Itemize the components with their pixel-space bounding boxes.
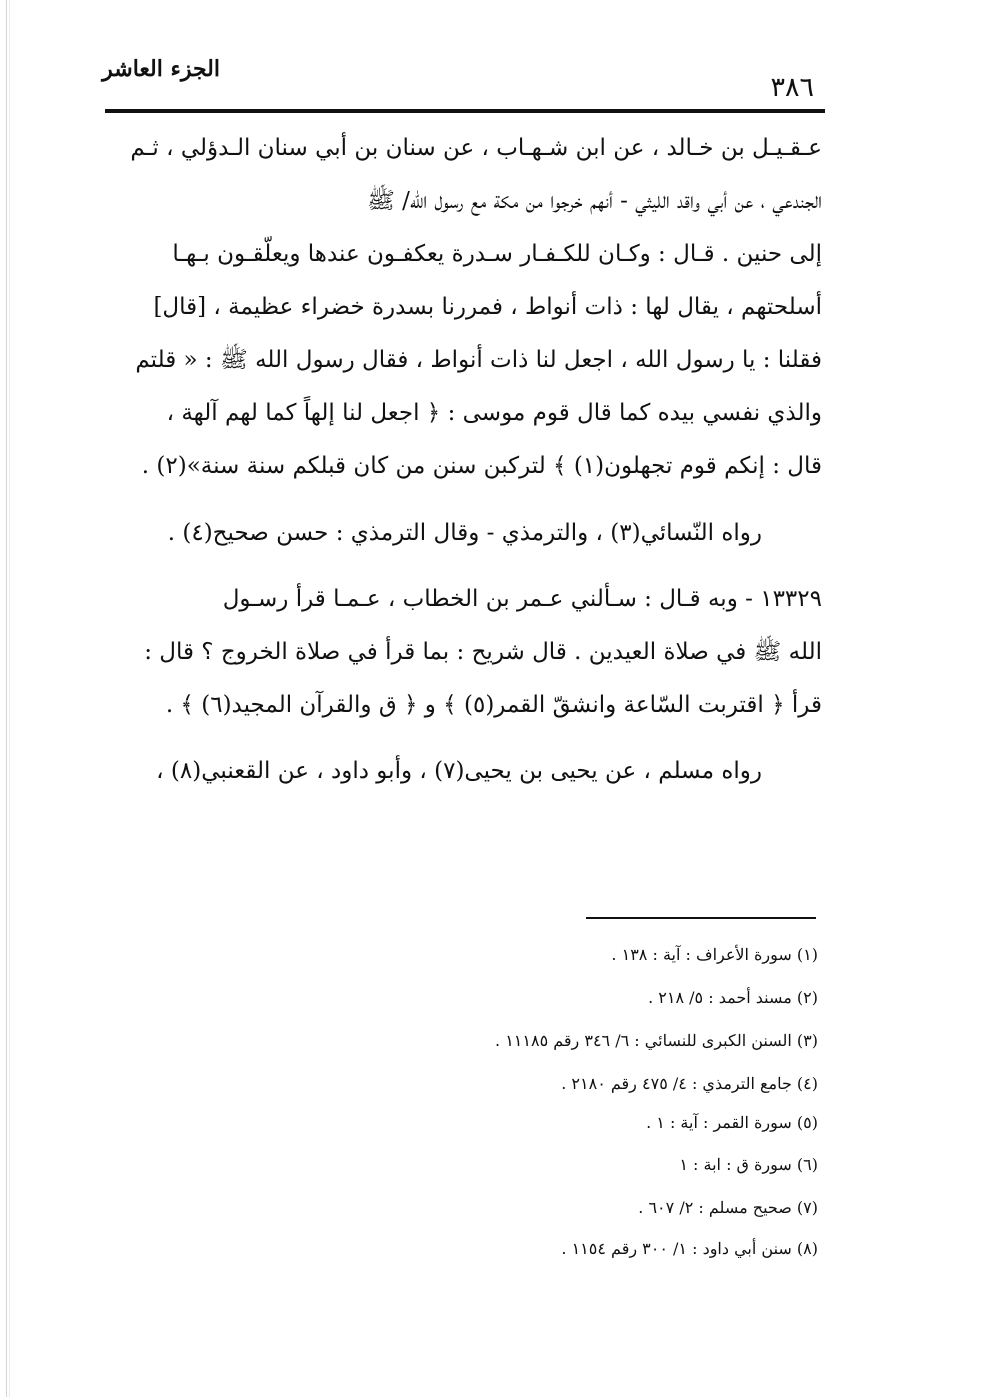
body-text-line: رواه مسلم ، عن يحيى بن يحيى(٧) ، وأبو داود ، عن القعنبي(٨) ، xyxy=(156,758,762,784)
footnote: (٨) سنن أبي داود : ١/ ٣٠٠ رقم ١١٥٤ . xyxy=(561,1239,818,1258)
body-text-line: أسلحتهم ، يقال لها : ذات أنواط ، فمررنا بسدرة خضراء عظيمة ، [قال] xyxy=(153,294,822,320)
body-text-line: قال : إنكم قوم تجهلون(١) ﴾ لتركبن سنن من كان قبلكم سنة سنة»(٢) . xyxy=(141,453,822,479)
footnote: (١) سورة الأعراف : آية : ١٣٨ . xyxy=(611,945,818,964)
body-text-line: فقلنا : يا رسول الله ، اجعل لنا ذات أنواط ، فقال رسول الله ﷺ : « قلتم xyxy=(135,347,822,373)
body-text-line: ١٣٣٢٩ - وبه قـال : سـألني عـمر بن الخطاب ، عـمـا قرأ رسـول xyxy=(222,586,822,612)
body-text-line: الجندعي ، عن أبي واقد الليثي - أنهم خرجوا من مكة مع رسول الله/ ﷺ xyxy=(367,188,822,214)
body-text-line: عـقـيـل بن خـالد ، عن ابن شـهـاب ، عن سنان بن أبي سنان الـدؤلي ، ثـم xyxy=(130,135,822,161)
footnote: (٤) جامع الترمذي : ٤/ ٤٧٥ رقم ٢١٨٠ . xyxy=(561,1074,818,1093)
footnote: (٧) صحيح مسلم : ٢/ ٦٠٧ . xyxy=(638,1198,818,1217)
footnote-separator xyxy=(586,917,816,919)
running-header-title: الجزء العاشر xyxy=(102,56,220,82)
body-text-line: الله ﷺ في صلاة العيدين . قال شريح : بما قرأ في صلاة الخروج ؟ قال : xyxy=(144,639,822,665)
body-text-line: رواه النّسائي(٣) ، والترمذي - وقال الترمذي : حسن صحيح(٤) . xyxy=(167,520,762,546)
body-text-line: قرأ ﴿ اقتربت السّاعة وانشقّ القمر(٥) ﴾ و ﴿ ق والقرآن المجيد(٦) ﴾ . xyxy=(165,692,822,718)
footnote: (٢) مسند أحمد : ٥/ ٢١٨ . xyxy=(648,988,818,1007)
page-number: ٣٨٦ xyxy=(770,72,814,103)
page-edge-line xyxy=(6,0,7,1397)
footnote: (٣) السنن الكبرى للنسائي : ٦/ ٣٤٦ رقم ١١١٨٥ . xyxy=(495,1031,818,1050)
body-text-line: إلى حنين . قـال : وكـان للكـفـار سـدرة يعكفـون عندها ويعلّقـون بـهـا xyxy=(172,241,822,267)
header-rule xyxy=(105,109,825,113)
page-edge-line xyxy=(9,0,10,1397)
footnote: (٦) سورة ق : ابة : ١ xyxy=(679,1155,818,1174)
footnote: (٥) سورة القمر : آية : ١ . xyxy=(646,1113,818,1132)
body-text-line: والذي نفسي بيده كما قال قوم موسى : ﴿ اجعل لنا إلهاً كما لهم آلهة ، xyxy=(166,400,822,426)
